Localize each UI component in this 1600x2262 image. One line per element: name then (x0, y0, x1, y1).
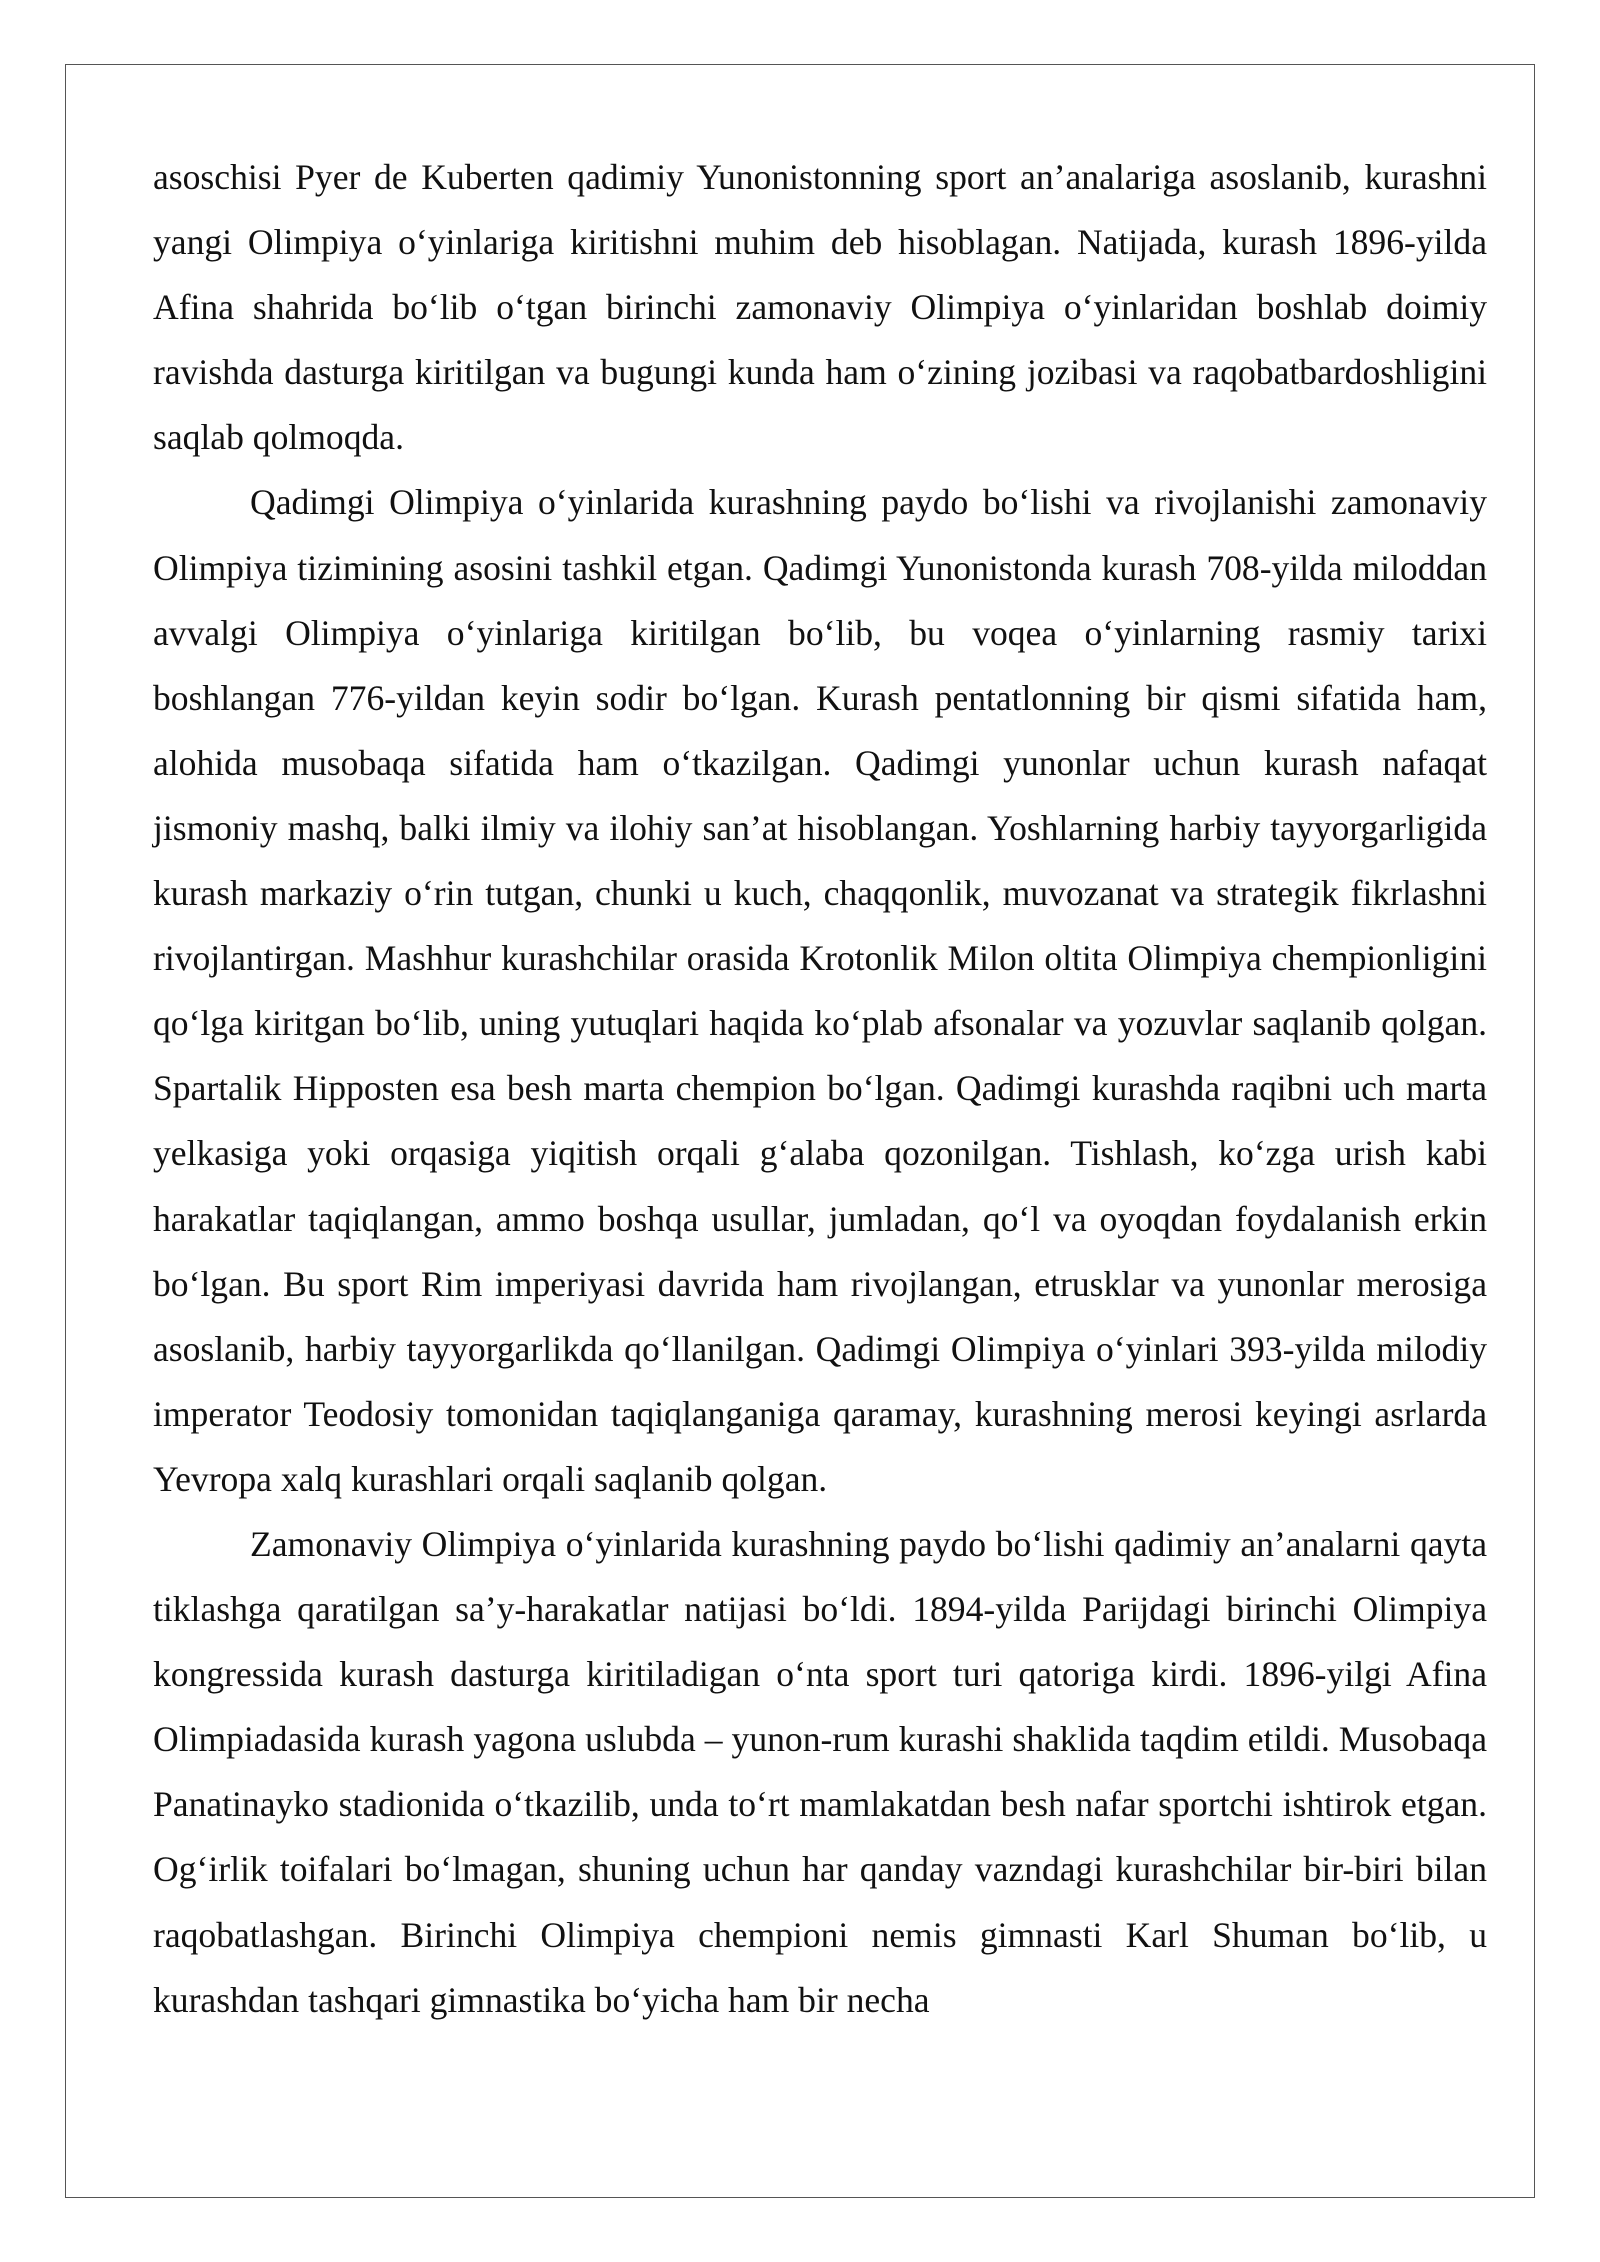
paragraph-1: asoschisi Pyer de Kuberten qadimiy Yunonistonning sport an’analariga asoslanib, kurashni yangi Olimpiya o‘yinlariga kiritishni muhim deb hisoblagan. Natijada, kurash 1896-yilda Afina shahrida bo‘lib o‘tgan birinchi zamonaviy Olimpiya o‘yinlaridan boshlab doimiy ravishda dasturga kiritilgan va bugungi kunda ham o‘zining jozibasi va raqobatbardoshligini saqlab qolmoqda. (153, 157, 1487, 458)
paragraph-3: Zamonaviy Olimpiya o‘yinlarida kurashning paydo bo‘lishi qadimiy an’analarni qayta tiklashga qaratilgan sa’y-harakatlar natijasi bo‘ldi. 1894-yilda Parijdagi birinchi Olimpiya kongressida kurash dasturga kiritiladigan o‘nta sport turi qatoriga kirdi. 1896-yilgi Afina Olimpiadasida kurash yagona uslubda – yunon-rum kurashi shaklida taqdim etildi. Musobaqa Panatinayko stadionida o‘tkazilib, unda to‘rt mamlakatdan besh nafar sportchi ishtirok etgan. Og‘irlik toifalari bo‘lmagan, shuning uchun har qanday vazndagi kurashchilar bir-biri bilan raqobatlashgan. Birinchi Olimpiya chempioni nemis gimnasti Karl Shuman bo‘lib, u kurashdan tashqari gimnastika bo‘yicha ham bir necha (153, 1523, 1487, 2020)
document-body (153, 145, 1487, 2033)
paragraph-2: Qadimgi Olimpiya o‘yinlarida kurashning paydo bo‘lishi va rivojlanishi zamonaviy Olimpiya tizimining asosini tashkil etgan. Qadimgi Yunonistonda kurash 708-yilda miloddan avvalgi Olimpiya o‘yinlariga kiritilgan bo‘lib, bu voqea o‘yinlarning rasmiy tarixi boshlangan 776-yildan keyin sodir bo‘lgan. Kurash pentatlonning bir qismi sifatida ham, alohida musobaqa sifatida ham o‘tkazilgan. Qadimgi yunonlar uchun kurash nafaqat jismoniy mashq, balki ilmiy va ilohiy san’at hisoblangan. Yoshlarning harbiy tayyorgarligida kurash markaziy o‘rin tutgan, chunki u kuch, chaqqonlik, muvozanat va strategik fikrlashni rivojlantirgan. Mashhur kurashchilar orasida Krotonlik Milon oltita Olimpiya chempionligini qo‘lga kiritgan bo‘lib, uning yutuqlari haqida ko‘plab afsonalar va yozuvlar saqlanib qolgan. Spartalik Hipposten esa besh marta chempion bo‘lgan. Qadimgi kurashda raqibni uch marta yelkasiga yoki orqasiga yiqitish orqali g‘alaba qozonilgan. Tishlash, ko‘zga urish kabi harakatlar taqiqlangan, ammo boshqa usullar, jumladan, qo‘l va oyoqdan foydalanish erkin bo‘lgan. Bu sport Rim imperiyasi davrida ham rivojlangan, etrusklar va yunonlar merosiga asoslanib, harbiy tayyorgarlikda qo‘llanilgan. Qadimgi Olimpiya o‘yinlari 393-yilda milodiy imperator Teodosiy tomonidan taqiqlanganiga qaramay, kurashning merosi keyingi asrlarda Yevropa xalq kurashlari orqali saqlanib qolgan. (153, 482, 1487, 1499)
